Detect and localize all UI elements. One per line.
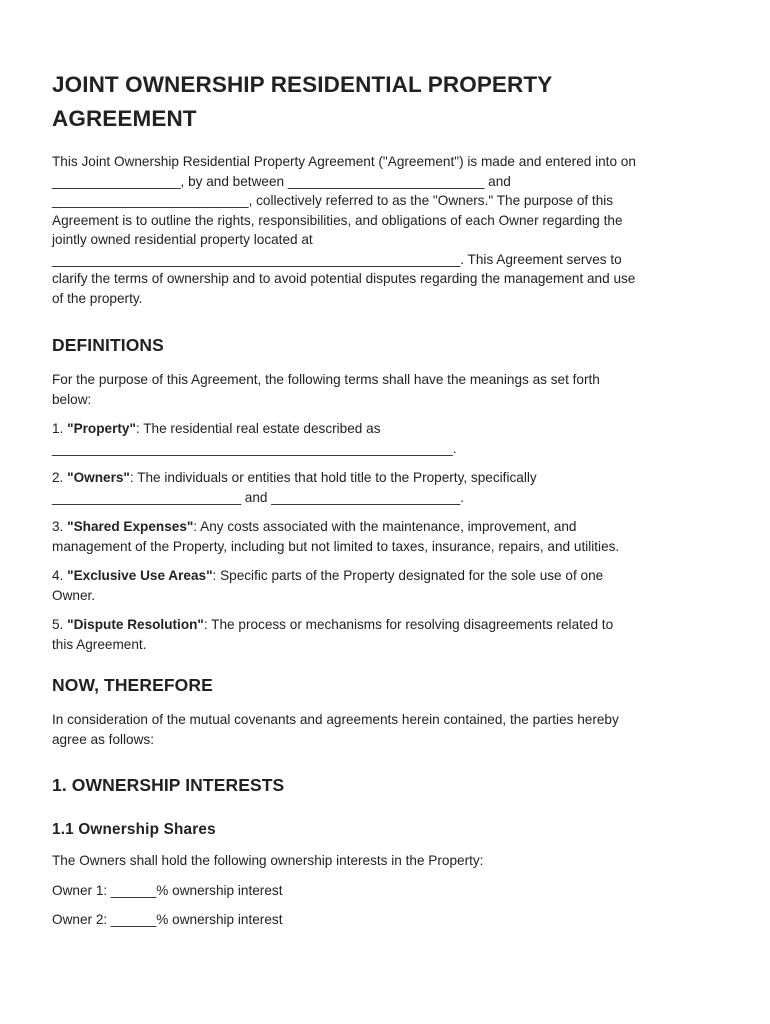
ownership-shares-intro: The Owners shall hold the following ownership interests in the Property: — [52, 853, 484, 868]
definition-text: : Any costs associated with the maintenance, improvement, and — [193, 519, 577, 534]
definition-item-dispute-resolution — [52, 615, 724, 654]
document-title-line: JOINT OWNERSHIP RESIDENTIAL PROPERTY — [52, 72, 553, 97]
document-title — [52, 68, 724, 136]
definition-term: "Property" — [67, 421, 136, 436]
definition-text: : The individuals or entities that hold title to the Property, specifically — [129, 470, 537, 485]
definition-text: : The process or mechanisms for resolving disagreements related to — [203, 617, 614, 632]
intro-line: __________________________, collectively referred to as the "Owners." The purpose of this — [52, 193, 614, 208]
definition-line: Owner. — [52, 587, 96, 603]
definition-item-property — [52, 419, 724, 458]
definition-line — [52, 419, 724, 439]
definition-term: "Exclusive Use Areas" — [67, 568, 213, 583]
definition-text: : Specific parts of the Property designated for the sole use of one — [212, 568, 604, 583]
definitions-intro — [52, 370, 724, 409]
definition-line — [52, 615, 724, 635]
document-title-line: AGREEMENT — [52, 106, 197, 131]
intro-line: jointly owned residential property located at — [52, 232, 313, 247]
ownership-interests-heading: 1. OWNERSHIP INTERESTS — [52, 775, 285, 795]
ownership-shares-heading: 1.1 Ownership Shares — [52, 821, 216, 838]
intro-line: of the property. — [52, 290, 143, 306]
intro-paragraph — [52, 152, 724, 308]
definition-item-exclusive-use-areas — [52, 566, 724, 605]
definition-term: "Owners" — [67, 470, 130, 485]
definition-item-shared-expenses — [52, 517, 724, 556]
definition-term: "Shared Expenses" — [67, 519, 194, 534]
definition-item-owners — [52, 468, 724, 507]
intro-line: Agreement is to outline the rights, responsibilities, and obligations of each Owner regarding the — [52, 212, 623, 228]
definition-line: _____________________________________________________. — [52, 440, 457, 456]
now-therefore-line: In consideration of the mutual covenants and agreements herein contained, the parties hereby — [52, 712, 619, 727]
definition-text: : The residential real estate described as — [135, 421, 381, 436]
owner-1-interest: Owner 1: ______% ownership interest — [52, 882, 283, 898]
now-therefore-line: agree as follows: — [52, 731, 155, 747]
definitions-intro-line: below: — [52, 391, 92, 407]
now-therefore-paragraph — [52, 710, 724, 749]
intro-line: ______________________________________________________. This Agreement serves to — [52, 251, 622, 267]
definition-term: "Dispute Resolution" — [67, 617, 204, 632]
intro-line: This Joint Ownership Residential Property Agreement ("Agreement") is made and entered into on — [52, 154, 636, 169]
definition-line — [52, 566, 724, 586]
definition-line — [52, 468, 724, 488]
owner-2-interest: Owner 2: ______% ownership interest — [52, 912, 283, 927]
intro-line: clarify the terms of ownership and to avoid potential disputes regarding the management and use — [52, 271, 636, 286]
definition-number: 1. — [52, 421, 68, 436]
definition-number: 5. — [52, 617, 68, 632]
definition-line: this Agreement. — [52, 636, 147, 652]
definition-line — [52, 517, 724, 537]
definitions-intro-line: For the purpose of this Agreement, the following terms shall have the meanings as set forth — [52, 372, 600, 387]
document-page — [52, 68, 724, 930]
definitions-heading: DEFINITIONS — [52, 335, 164, 355]
intro-line: _________________, by and between __________________________ and — [52, 173, 511, 189]
definition-number: 4. — [52, 568, 68, 583]
definition-line: _________________________ and _________________________. — [52, 489, 465, 505]
definition-number: 2. — [52, 470, 68, 485]
now-therefore-heading: NOW, THEREFORE — [52, 675, 213, 695]
definition-number: 3. — [52, 519, 68, 534]
definition-line: management of the Property, including but not limited to taxes, insurance, repairs, and utilities. — [52, 538, 620, 554]
